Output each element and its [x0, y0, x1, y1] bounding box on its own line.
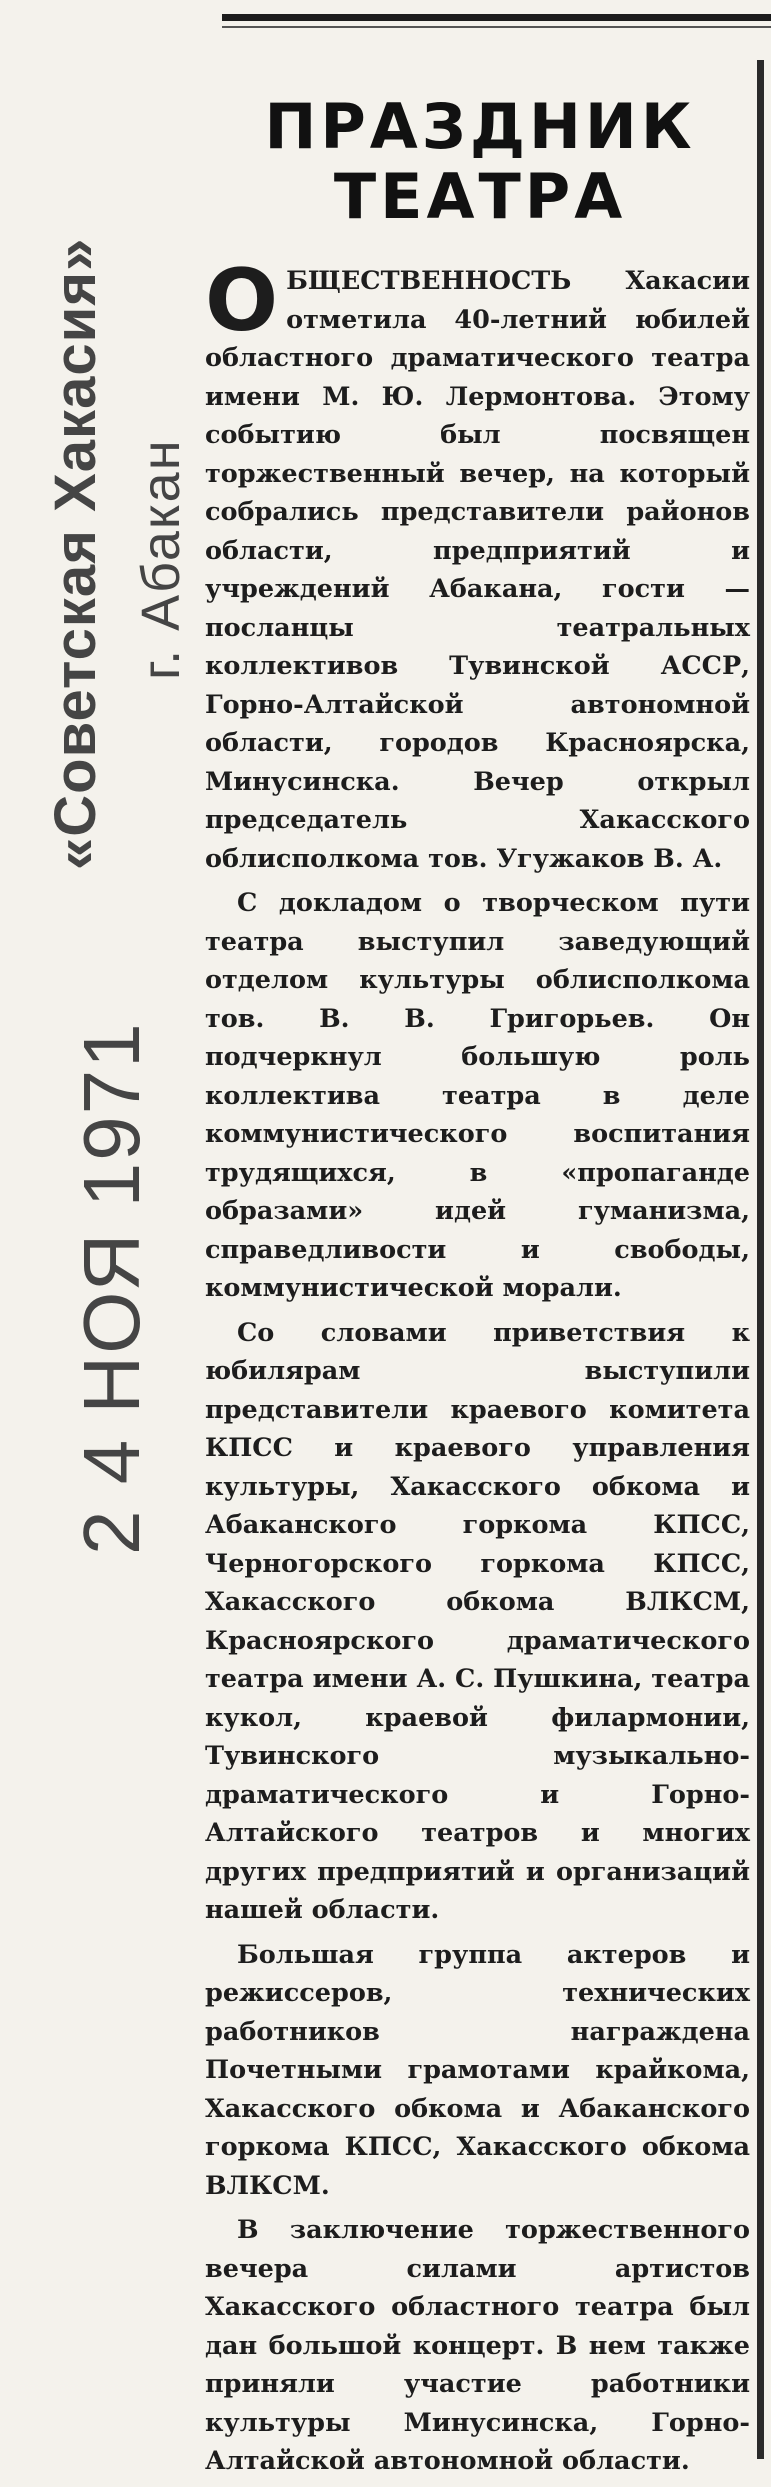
newspaper-name-stamp: «Советская Хакасия»: [43, 237, 108, 870]
paragraph: [205, 251, 750, 878]
paragraph-text: БЩЕСТВЕННОСТЬ Хакасии отметила 40-летний юбилей областного драматического театра имени М. Ю. Лермонтова. Этому событию был посвящен торжественный вечер, на который собрались представители районов области, предприятий и учреждений Абакана, гости — посланцы театральных коллективов Тувинской АССР, Горно-Алтайской автономной области, городов Красноярска, Минусинска. Вечер открыл председатель Хакасского облисполкома тов. Угужаков В. А.: [205, 266, 750, 874]
headline-line-2: ТЕАТРА: [333, 160, 627, 233]
date-stamp: 2 4 НОЯ 1971: [67, 1021, 156, 1555]
headline-line-1: ПРАЗДНИК: [264, 90, 696, 163]
drop-cap: О: [205, 251, 279, 351]
top-rule-thin: [222, 26, 771, 28]
paragraph: С докладом о творческом пути театра выступил заведующий отделом культуры облисполкома тов. В. В. Григорьев. Он подчеркнул большую роль коллектива театра в деле коммунистического воспитания трудящихся, в «пропаганде образами» идей гуманизма, справедливости и свободы, коммунистической морали.: [205, 888, 750, 1303]
archive-stamps: [0, 0, 200, 2459]
top-rule: [222, 14, 771, 21]
article-body: [205, 251, 750, 2487]
paragraph: Большая группа актеров и режиссеров, технических работников награждена Почетными грамотами крайкома, Хакасского обкома и Абаканского горкома КПСС, Хакасского обкома ВЛКСМ.: [205, 1939, 750, 2201]
column-rule: [757, 60, 764, 2459]
paragraph: В заключение торжественного вечера силами артистов Хакасского областного театра был дан большой концерт. В нем также приняли участие работники культуры Минусинска, Горно-Алтайской автономной области.: [205, 2215, 750, 2476]
headline: [210, 92, 750, 232]
city-stamp: г. Абакан: [131, 438, 191, 680]
paragraph: Со словами приветствия к юбилярам выступили представители краевого комитета КПСС и краевого управления культуры, Хакасского обкома и Абаканского горкома КПСС, Черногорского горкома КПСС, Хакасского обкома ВЛКСМ, Красноярского драматического театра имени А. С. Пушкина, театра кукол, краевой филармонии, Тувинского музыкально-драматического и Горно-Алтайского театров и многих других предприятий и организаций нашей области.: [205, 1317, 750, 1925]
